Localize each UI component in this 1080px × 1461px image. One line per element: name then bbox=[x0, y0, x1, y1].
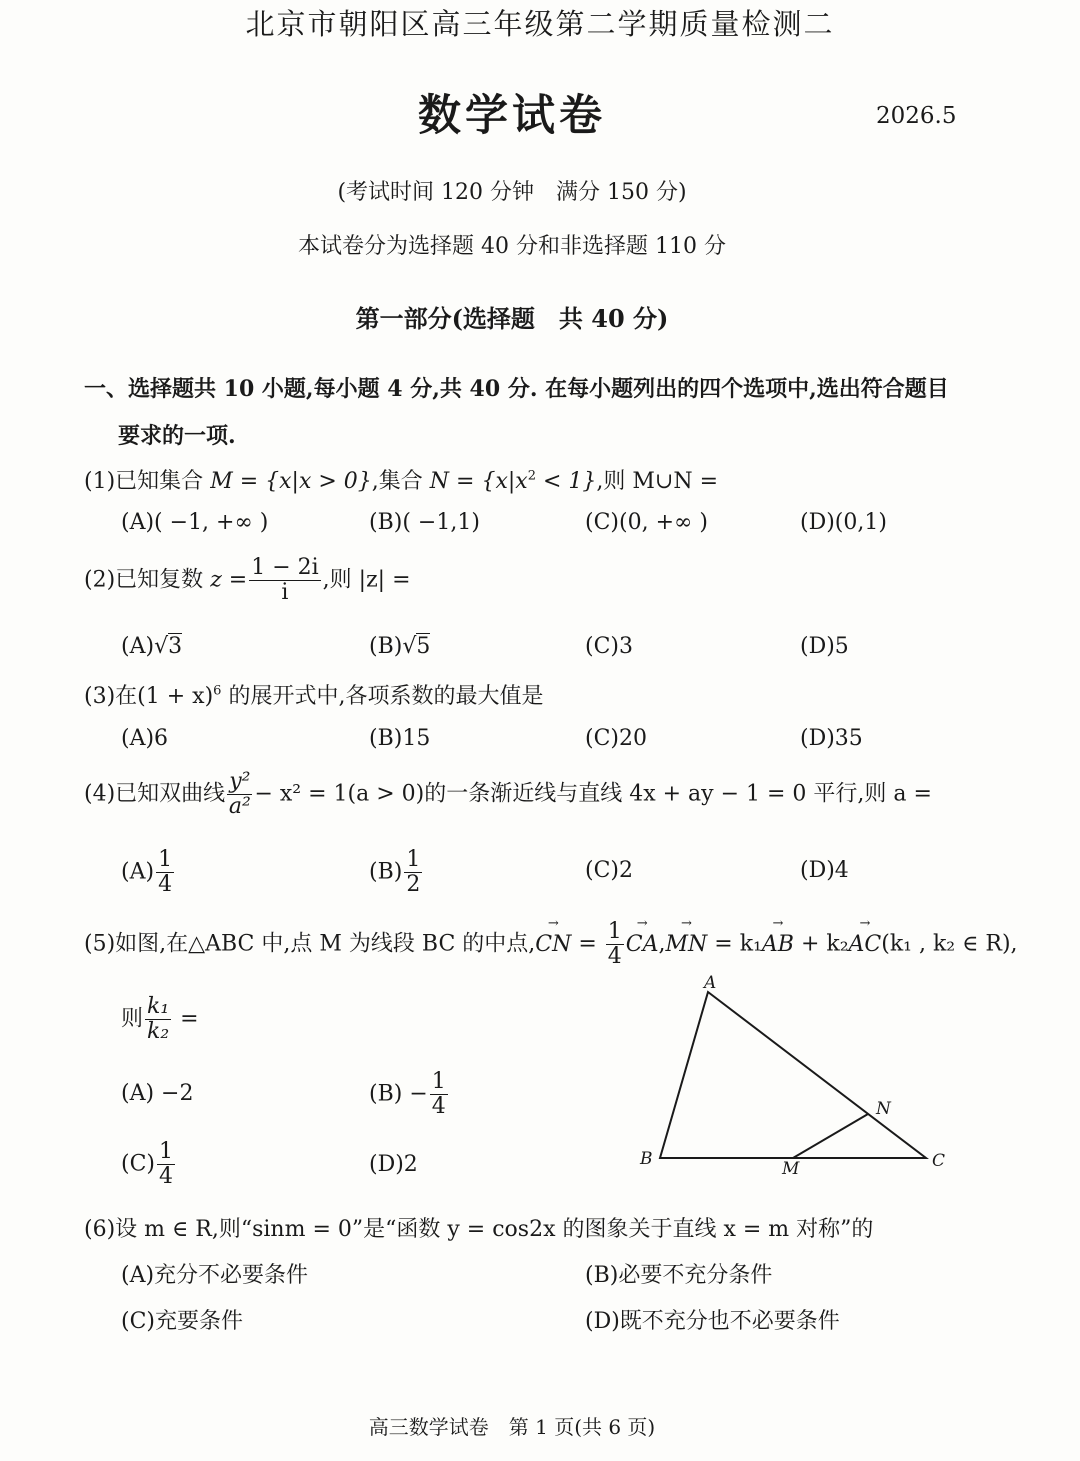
operator: , bbox=[658, 931, 666, 957]
section-instructions-line1: 一、选择题共 10 小题,每小题 4 分,共 40 分. 在每小题列出的四个选项中,选出符合题目 bbox=[84, 376, 949, 402]
option-label: (B) bbox=[369, 859, 403, 885]
vector-ab: → AB bbox=[762, 932, 794, 957]
fraction bbox=[249, 556, 320, 605]
label-b: B bbox=[640, 1149, 653, 1169]
set-m: M = {x|x > 0} bbox=[210, 469, 372, 494]
option-a bbox=[121, 634, 182, 659]
fraction-numerator: 1 − 2i bbox=[251, 555, 319, 580]
question-4 bbox=[84, 770, 932, 819]
set-n-end: < 1} bbox=[535, 469, 597, 494]
fraction-denominator: i bbox=[281, 580, 289, 606]
fraction-numerator: 1 bbox=[431, 1069, 446, 1094]
option-a: (A)6 bbox=[121, 726, 169, 751]
operator: = bbox=[173, 1006, 199, 1032]
question-number: (5) bbox=[84, 931, 116, 957]
operator: = bbox=[571, 931, 604, 957]
fraction bbox=[145, 995, 171, 1044]
option-c: (C)(0, +∞ ) bbox=[585, 510, 708, 535]
exponent: 2 bbox=[527, 468, 536, 484]
option-d: (D)既不充分也不必要条件 bbox=[585, 1309, 840, 1334]
option-label: (B) − bbox=[369, 1081, 428, 1107]
question-text: − x² = 1(a > 0)的一条渐近线与直线 4x + ay − 1 = 0 平行,则 a = bbox=[254, 781, 932, 807]
triangle-figure bbox=[630, 970, 960, 1180]
option-a: (A)充分不必要条件 bbox=[121, 1263, 309, 1288]
variable-z: z = bbox=[210, 567, 248, 593]
option-label: (B) bbox=[369, 634, 403, 659]
question-number: (1) bbox=[84, 469, 116, 494]
fraction-denominator: 4 bbox=[159, 1164, 173, 1190]
fraction-denominator: a² bbox=[228, 794, 251, 820]
triangle-abc bbox=[660, 992, 926, 1158]
question-number: (3) bbox=[84, 684, 116, 709]
fraction bbox=[430, 1070, 448, 1119]
fraction-numerator: 1 bbox=[159, 1139, 173, 1164]
set-n: N = {x|x bbox=[429, 469, 528, 494]
fraction bbox=[156, 848, 174, 897]
option-a: (A)( −1, +∞ ) bbox=[121, 510, 269, 535]
label-m: M bbox=[782, 1159, 800, 1179]
exam-info: (考试时间 120 分钟 满分 150 分) bbox=[337, 180, 687, 205]
option-c: (C)3 bbox=[585, 634, 633, 659]
label-a: A bbox=[704, 973, 717, 993]
fraction-numerator: 1 bbox=[607, 919, 622, 944]
radicand: 5 bbox=[416, 634, 431, 659]
question-text: 已知双曲线 bbox=[115, 781, 226, 807]
question-text: 在(1 + x) bbox=[115, 684, 214, 709]
fraction-numerator: 1 bbox=[406, 847, 421, 872]
page-title: 数学试卷 bbox=[418, 91, 606, 141]
option-b: (B)( −1,1) bbox=[369, 510, 480, 535]
option-a: (A) −2 bbox=[121, 1081, 194, 1106]
exam-date: 2026.5 bbox=[876, 103, 957, 129]
vector-mn: → MN bbox=[666, 932, 708, 957]
operator: + k₂ bbox=[793, 931, 849, 957]
option-label: (A) bbox=[121, 634, 155, 659]
question-2 bbox=[84, 556, 411, 605]
question-6 bbox=[84, 1212, 873, 1243]
question-text: 的展开式中,各项系数的最大值是 bbox=[221, 684, 544, 709]
question-text: 已知复数 bbox=[115, 567, 204, 593]
question-text: ,集合 bbox=[371, 469, 423, 494]
fraction-denominator: k₂ bbox=[147, 1019, 170, 1045]
option-c bbox=[121, 1140, 177, 1189]
option-a bbox=[121, 848, 176, 897]
fraction-denominator: 4 bbox=[607, 944, 622, 970]
question-3 bbox=[84, 679, 543, 710]
question-5-ratio bbox=[121, 995, 199, 1044]
fraction bbox=[157, 1140, 175, 1189]
operator: = k₁ bbox=[707, 931, 762, 957]
option-c: (C)2 bbox=[585, 858, 633, 883]
question-number: (4) bbox=[84, 781, 116, 807]
fraction bbox=[227, 770, 252, 819]
option-b bbox=[369, 634, 430, 659]
option-b: (B)必要不充分条件 bbox=[585, 1263, 773, 1288]
fraction-denominator: 4 bbox=[431, 1094, 446, 1120]
sqrt-icon: √ bbox=[402, 634, 417, 659]
vector-cn: → CN bbox=[535, 932, 571, 957]
option-d: (D)(0,1) bbox=[800, 510, 887, 535]
question-text: 如图,在△ABC 中,点 M 为线段 BC 的中点, bbox=[115, 931, 536, 957]
radicand: 3 bbox=[168, 634, 183, 659]
option-d: (D)5 bbox=[800, 634, 849, 659]
question-text: ,则 M∪N = bbox=[596, 469, 719, 494]
fraction-numerator: k₁ bbox=[147, 994, 170, 1019]
option-b bbox=[369, 848, 424, 897]
score-info: 本试卷分为选择题 40 分和非选择题 110 分 bbox=[298, 234, 726, 259]
segment-mn bbox=[793, 1114, 868, 1158]
part-title: 第一部分(选择题 共 40 分) bbox=[355, 304, 669, 333]
option-c: (C)充要条件 bbox=[121, 1309, 243, 1334]
section-instructions-line2: 要求的一项. bbox=[118, 423, 236, 449]
question-number: (2) bbox=[84, 567, 116, 593]
vector-ca: → CA bbox=[626, 932, 659, 957]
option-b: (B)15 bbox=[369, 726, 431, 751]
option-b bbox=[369, 1070, 450, 1119]
fraction-denominator: 4 bbox=[158, 872, 173, 898]
question-1 bbox=[84, 464, 718, 495]
option-d: (D)2 bbox=[369, 1152, 418, 1177]
exponent: 6 bbox=[213, 683, 222, 699]
fraction bbox=[404, 848, 422, 897]
question-text: ,则 |z| = bbox=[322, 567, 411, 593]
page-footer: 高三数学试卷 第 1 页(共 6 页) bbox=[368, 1415, 656, 1439]
option-label: (A) bbox=[121, 859, 155, 885]
fraction-denominator: 2 bbox=[406, 872, 421, 898]
fraction bbox=[606, 920, 624, 969]
label-c: C bbox=[932, 1151, 946, 1171]
question-5 bbox=[84, 920, 1018, 969]
question-text: 设 m ∈ R,则“sinm = 0”是“函数 y = cos2x 的图象关于直线 x = m 对称”的 bbox=[115, 1217, 874, 1242]
vector-ac: → AC bbox=[849, 932, 882, 957]
option-c: (C)20 bbox=[585, 726, 647, 751]
fraction-numerator: 1 bbox=[158, 847, 173, 872]
question-text: 则 bbox=[121, 1006, 144, 1032]
question-text: 已知集合 bbox=[115, 469, 204, 494]
sqrt-icon: √ bbox=[154, 634, 169, 659]
exam-header: 北京市朝阳区高三年级第二学期质量检测二 bbox=[245, 7, 835, 41]
option-label: (C) bbox=[121, 1151, 155, 1177]
label-n: N bbox=[876, 1099, 891, 1119]
question-text: (k₁ , k₂ ∈ R), bbox=[881, 931, 1018, 957]
option-d: (D)35 bbox=[800, 726, 863, 751]
question-number: (6) bbox=[84, 1217, 116, 1242]
option-d: (D)4 bbox=[800, 858, 849, 883]
fraction-numerator: y² bbox=[229, 769, 251, 794]
